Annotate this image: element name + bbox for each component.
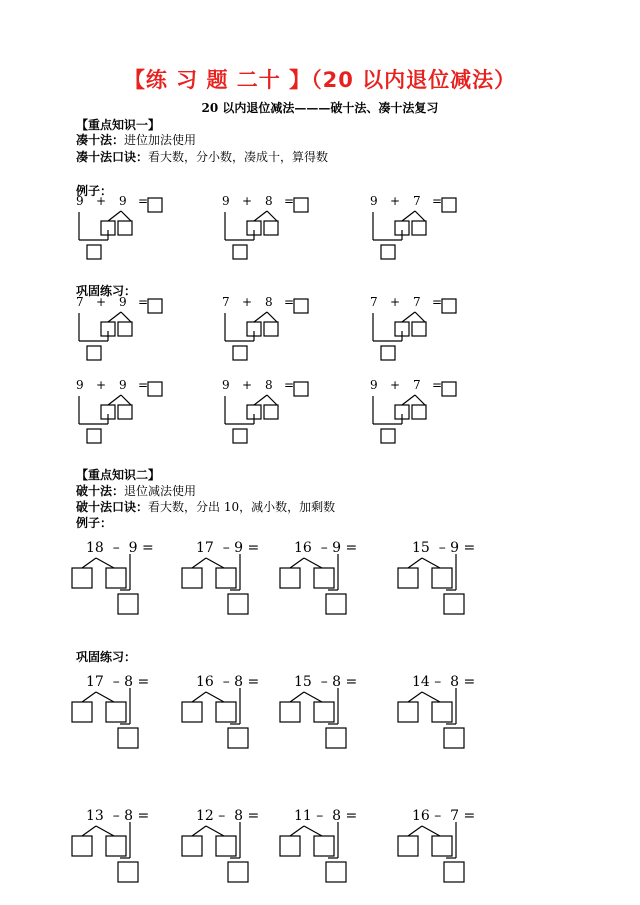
addend-a: 9 xyxy=(370,194,378,208)
equation: 15 – 9 = xyxy=(412,540,476,556)
split-line xyxy=(121,312,131,322)
ten-box xyxy=(72,702,92,722)
split-line xyxy=(422,558,440,568)
difference-box xyxy=(444,728,464,748)
remainder-box xyxy=(106,702,126,722)
split-line xyxy=(96,826,114,836)
part-box xyxy=(264,221,278,235)
rhyme-line-2 xyxy=(76,498,335,515)
split-line xyxy=(96,692,114,702)
remainder-box xyxy=(314,836,334,856)
sum-box xyxy=(233,346,247,360)
difference-box xyxy=(326,728,346,748)
equation: 18 – 9 = xyxy=(86,540,154,556)
rhyme-label: 凑十法口诀： xyxy=(76,150,149,164)
equals-sign: = xyxy=(284,194,295,208)
split-line xyxy=(108,395,121,405)
addend-b: 7 xyxy=(413,295,421,309)
part-box xyxy=(264,405,278,419)
part-box xyxy=(264,322,278,336)
equation: 17 – 8 = xyxy=(86,674,150,690)
difference-box xyxy=(444,862,464,882)
sum-box xyxy=(233,245,247,259)
plus-sign: + xyxy=(242,194,253,208)
answer-box xyxy=(294,382,308,396)
equals-sign: = xyxy=(284,295,295,309)
split-line xyxy=(206,826,224,836)
plus-sign: + xyxy=(96,194,107,208)
addend-a: 9 xyxy=(76,378,84,392)
split-line xyxy=(415,312,425,322)
decomposition-diagram xyxy=(398,540,488,620)
remainder-box xyxy=(432,568,452,588)
sum-box xyxy=(233,429,247,443)
split-line xyxy=(267,211,277,221)
split-line xyxy=(408,826,422,836)
answer-box xyxy=(148,198,162,212)
split-line xyxy=(82,558,96,568)
addend-b: 8 xyxy=(265,295,273,309)
split-line xyxy=(108,211,121,221)
split-line xyxy=(402,312,415,322)
split-line xyxy=(82,826,96,836)
split-line xyxy=(121,395,131,405)
split-line xyxy=(254,312,267,322)
split-line xyxy=(206,692,224,702)
remainder-box xyxy=(216,702,236,722)
method-text: 退位减法使用 xyxy=(124,484,197,498)
ten-box xyxy=(182,836,202,856)
split-line xyxy=(254,211,267,221)
difference-box xyxy=(444,594,464,614)
difference-box xyxy=(228,862,248,882)
split-line xyxy=(121,211,131,221)
decomposition-diagram xyxy=(182,808,272,888)
equals-sign: = xyxy=(138,378,149,392)
addend-a: 9 xyxy=(222,378,230,392)
ten-box xyxy=(72,836,92,856)
decomposition-diagram xyxy=(280,540,370,620)
equation: 12 – 8 = xyxy=(196,808,260,824)
split-line xyxy=(290,692,304,702)
equation: 16 – 7 = xyxy=(412,808,476,824)
split-line xyxy=(422,692,440,702)
split-line xyxy=(108,312,121,322)
split-line xyxy=(290,558,304,568)
decomposition-diagram xyxy=(72,674,162,754)
split-line xyxy=(206,558,224,568)
split-line xyxy=(192,692,206,702)
split-line xyxy=(402,211,415,221)
equals-sign: = xyxy=(284,378,295,392)
split-line xyxy=(415,211,425,221)
equation: 17 – 9 = xyxy=(196,540,260,556)
remainder-box xyxy=(216,568,236,588)
equals-sign: = xyxy=(432,295,443,309)
decomposition-diagram xyxy=(280,674,370,754)
plus-sign: + xyxy=(390,378,401,392)
equation: 16 – 8 = xyxy=(196,674,260,690)
remainder-box xyxy=(432,836,452,856)
answer-box xyxy=(294,198,308,212)
example-label-2: 例子： xyxy=(76,516,113,530)
remainder-box xyxy=(216,836,236,856)
remainder-box xyxy=(106,568,126,588)
remainder-box xyxy=(314,702,334,722)
split-line xyxy=(82,692,96,702)
sum-box xyxy=(381,245,395,259)
split-line xyxy=(96,558,114,568)
decomposition-diagram xyxy=(76,382,166,452)
decomposition-diagram xyxy=(370,382,460,452)
answer-box xyxy=(442,382,456,396)
plus-sign: + xyxy=(242,295,253,309)
part-box xyxy=(412,322,426,336)
sum-box xyxy=(381,429,395,443)
answer-box xyxy=(442,299,456,313)
split-line xyxy=(408,558,422,568)
rhyme-text: 看大数，分小数，凑成十，算得数 xyxy=(148,150,329,164)
part-box xyxy=(412,405,426,419)
addend-b: 7 xyxy=(413,378,421,392)
addend-a: 9 xyxy=(222,194,230,208)
plus-sign: + xyxy=(390,194,401,208)
practice-label-1: 巩固练习： xyxy=(76,284,137,298)
answer-box xyxy=(442,198,456,212)
addend-b: 9 xyxy=(119,378,127,392)
difference-box xyxy=(228,728,248,748)
equation: 11 – 8 = xyxy=(294,808,358,824)
decomposition-diagram xyxy=(280,808,370,888)
split-line xyxy=(402,395,415,405)
equals-sign: = xyxy=(138,194,149,208)
decomposition-diagram xyxy=(76,299,166,369)
section-heading-2: 【重点知识二】 xyxy=(76,468,161,482)
addend-a: 9 xyxy=(76,194,84,208)
difference-box xyxy=(326,862,346,882)
decomposition-diagram xyxy=(398,808,488,888)
split-line xyxy=(304,558,322,568)
split-line xyxy=(304,826,322,836)
page-subtitle: 20 以内退位减法———破十法、凑十法复习 xyxy=(201,101,439,115)
decomposition-diagram xyxy=(370,299,460,369)
answer-box xyxy=(148,299,162,313)
ten-box xyxy=(182,702,202,722)
split-line xyxy=(267,395,277,405)
split-line xyxy=(415,395,425,405)
addend-a: 7 xyxy=(76,295,84,309)
part-box xyxy=(118,322,132,336)
addend-b: 9 xyxy=(119,295,127,309)
plus-sign: + xyxy=(96,295,107,309)
split-line xyxy=(192,558,206,568)
decomposition-diagram xyxy=(222,198,312,268)
ten-box xyxy=(280,568,300,588)
sum-box xyxy=(87,429,101,443)
split-line xyxy=(408,692,422,702)
difference-box xyxy=(118,862,138,882)
ten-box xyxy=(280,702,300,722)
ten-box xyxy=(182,568,202,588)
equation: 14 – 8 = xyxy=(412,674,476,690)
section-heading-1: 【重点知识一】 xyxy=(76,118,161,132)
method-line-1 xyxy=(76,131,196,148)
decomposition-diagram xyxy=(370,198,460,268)
ten-box xyxy=(280,836,300,856)
rhyme-line-1 xyxy=(76,148,328,165)
split-line xyxy=(422,826,440,836)
split-line xyxy=(267,312,277,322)
method-label: 凑十法： xyxy=(76,133,125,147)
difference-box xyxy=(118,728,138,748)
rhyme-label: 破十法口诀： xyxy=(76,500,149,514)
decomposition-diagram xyxy=(222,382,312,452)
method-label: 破十法： xyxy=(76,484,125,498)
addend-a: 7 xyxy=(222,295,230,309)
plus-sign: + xyxy=(242,378,253,392)
ten-box xyxy=(398,702,418,722)
addend-b: 7 xyxy=(413,194,421,208)
addend-a: 9 xyxy=(370,378,378,392)
decomposition-diagram xyxy=(182,540,272,620)
decomposition-diagram xyxy=(222,299,312,369)
equals-sign: = xyxy=(138,295,149,309)
split-line xyxy=(254,395,267,405)
decomposition-diagram xyxy=(72,540,162,620)
sum-box xyxy=(87,245,101,259)
practice-label-2: 巩固练习： xyxy=(76,650,137,664)
difference-box xyxy=(118,594,138,614)
equation: 16 – 9 = xyxy=(294,540,358,556)
page-title: 【练 习 题 二十 】（20 以内退位减法） xyxy=(123,68,517,92)
addend-a: 7 xyxy=(370,295,378,309)
rhyme-text: 看大数，分出 10，减小数，加剩数 xyxy=(148,500,336,514)
ten-box xyxy=(398,836,418,856)
equals-sign: = xyxy=(432,194,443,208)
addend-b: 8 xyxy=(265,378,273,392)
equals-sign: = xyxy=(432,378,443,392)
part-box xyxy=(118,221,132,235)
example-label-1: 例子： xyxy=(76,184,113,198)
split-line xyxy=(290,826,304,836)
sum-box xyxy=(381,346,395,360)
split-line xyxy=(192,826,206,836)
split-line xyxy=(304,692,322,702)
sum-box xyxy=(87,346,101,360)
equation: 13 – 8 = xyxy=(86,808,150,824)
ten-box xyxy=(398,568,418,588)
difference-box xyxy=(228,594,248,614)
ten-box xyxy=(72,568,92,588)
method-line-2 xyxy=(76,482,196,499)
equation: 15 – 8 = xyxy=(294,674,358,690)
addend-b: 9 xyxy=(119,194,127,208)
decomposition-diagram xyxy=(72,808,162,888)
decomposition-diagram xyxy=(182,674,272,754)
answer-box xyxy=(148,382,162,396)
addend-b: 8 xyxy=(265,194,273,208)
decomposition-diagram xyxy=(76,198,166,268)
remainder-box xyxy=(106,836,126,856)
part-box xyxy=(412,221,426,235)
plus-sign: + xyxy=(96,378,107,392)
part-box xyxy=(118,405,132,419)
difference-box xyxy=(326,594,346,614)
plus-sign: + xyxy=(390,295,401,309)
remainder-box xyxy=(314,568,334,588)
decomposition-diagram xyxy=(398,674,488,754)
answer-box xyxy=(294,299,308,313)
remainder-box xyxy=(432,702,452,722)
method-text: 进位加法使用 xyxy=(124,133,197,147)
